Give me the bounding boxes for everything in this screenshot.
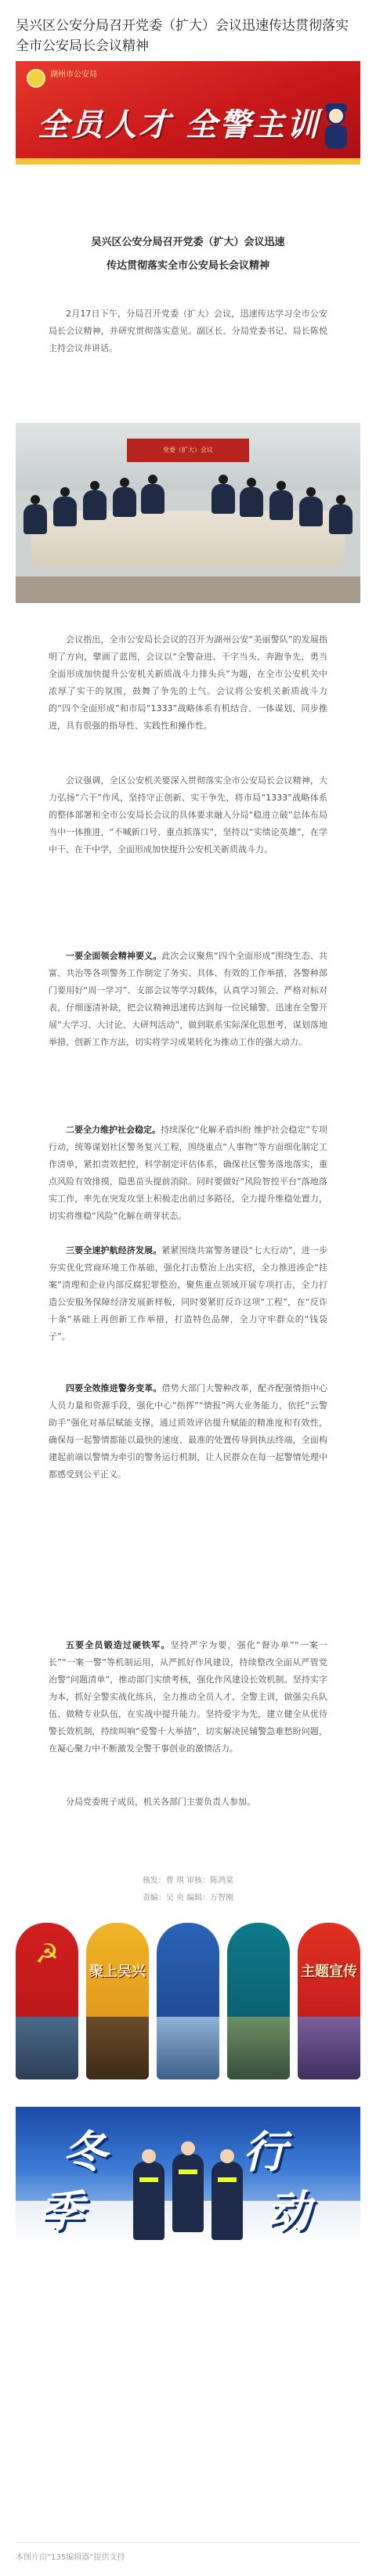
paragraph-6-text: 借势大部门大警种改革，配齐配强情指中心人员力量和资源手段，强化中心“指挥”“情报”两大业务能力，依托“云警助手”强化对基层赋能支撑，通过质效评估提升赋能的精准度和有效性，确保每一起警情都能以最快的速度、最准的处置传导到执法终端，全面构建起前端以警情为牵引的警务运行机制，让人民群众在每一起警情处理中都感受到公平正义。	[49, 1383, 328, 1479]
subtitle-line-2: 传达贯彻落实全市公安局长会议精神	[106, 260, 269, 272]
banner-org-name: 湖州市公安局	[50, 70, 97, 79]
paragraph-5-lead: 三要全速护航经济发展。	[66, 1245, 162, 1255]
card-3-image	[157, 2017, 219, 2079]
body-paragraph-2: 会议强调，全区公安机关要深入贯彻落实全市公安局长会议精神，大力弘扬“六干”作风，坚持守正创新、实干争先，将市局“1333”战略体系的整体部署和全市公安局长会议的具体要求融入分局“稳进立破”总体布局当中一体推进，“不喊新口号、重点抓落实”，坚持以“实绩论英雄”，在学中干、在干中学，全面形成加快提升公安机关新质战斗力。	[49, 775, 327, 854]
paragraph-4-lead: 二要全力维护社会稳定。	[66, 1125, 161, 1135]
poster-char-2: 行	[243, 2127, 287, 2178]
banner-gold-line	[16, 158, 360, 164]
poster-char-3: 季	[39, 2187, 83, 2238]
body-paragraph-5	[49, 1242, 327, 1363]
banner-slogan: 全员人才 全警主训	[38, 107, 320, 143]
intro-paragraph: 2月17日下午，分局召开党委（扩大）会议，迅速传达学习全市公安局长会议精神，并研究贯彻落实意见。副区长、分局党委书记、局长陈悦主持会议并讲话。	[49, 309, 327, 353]
card-road-scene[interactable]	[227, 1923, 290, 2079]
card-party-emblem[interactable]	[16, 1923, 78, 2079]
police-emblem-icon	[27, 69, 45, 88]
card-5-image	[298, 2017, 360, 2079]
footer-attribution: 本图片由“135编辑器”提供支持	[16, 2553, 125, 2562]
poster-char-1: 冬	[63, 2127, 107, 2178]
paragraph-5-text: 紧紧围绕共富警务建设“七大行动”，进一步夯实优化营商环境工作基础，强化打击整治上出实招，全力推进涉企“挂案”清理和企业内部反腐犯罪整治，聚焦重点领域开展专项打击，全力打造公安服务保障经济发展新样板，同时要紧盯反诈这项“工程”，在“反诈十条”基础上再创新工作举措，打造特色品牌，全力守牢群众的“钱袋子”。	[49, 1245, 328, 1342]
poster-officer-1	[133, 2162, 164, 2240]
paragraph-3-text: 此次会议聚焦“四个全面形成”围绕生态、共富、共治等各项警务工作制定了务实、具体、有效的工作举措，各警种部门要用好“周一学习”、支部会议等学习载体，认真学习领会、严格对标对表，仔细逐清补缺，把会议精神迅速传达到每一位民辅警。迅速在全警开展“大学习、大讨论、大研判活动”，做到联系实际深化思想考，谋划落地举措、创新工作方法，切实将学习成果转化为推动工作的强大动力。	[49, 951, 328, 1047]
photo-screen-text: 党委（扩大）会议	[163, 446, 213, 453]
card-1-image	[16, 2017, 78, 2079]
body-paragraph-3	[49, 948, 327, 1103]
photo-floor	[16, 576, 360, 603]
feature-cards	[16, 1923, 360, 2079]
poster-char-4: 动	[266, 2187, 310, 2238]
poster-officer-2	[172, 2154, 204, 2232]
card-5-label: 主题宣传	[301, 1964, 357, 1980]
footer-divider	[16, 2542, 360, 2543]
meeting-photo	[16, 423, 360, 603]
subtitle-line-1: 吴兴区公安分局召开党委（扩大）会议迅速	[91, 237, 285, 248]
header-banner-image	[16, 61, 360, 164]
paragraph-6-lead: 四要全效推进警务变革。	[66, 1383, 162, 1393]
card-focus-wuxing[interactable]	[86, 1923, 149, 2079]
hammer-sickle-icon: ☭	[34, 1938, 60, 1970]
article-title: 吴兴区公安分局召开党委（扩大）会议迅速传达贯彻落实全市公安局长会议精神	[16, 18, 349, 54]
winter-action-poster	[16, 2107, 360, 2245]
card-2-image	[86, 2017, 149, 2079]
body-paragraph-8: 分局党委班子成员，机关各部门主要负责人参加。	[66, 1797, 255, 1807]
body-paragraph-4	[49, 1122, 327, 1225]
credits-line-1: 核发：曹 琪 审核：陈鸿棠	[142, 1877, 234, 1885]
body-paragraph-1: 会议指出，全市公安局长会议的召开为湖州公安“美丽警队”的发展指明了方向，擘画了蓝图，会议以“全警奋进、干字当头、奔跑争先，勇当全面形成加快提升公安机关新质战斗力排头兵”为题，在全市公安机关中浓厚了实干的氛围，鼓舞了争先的士气。会议将公安机关新质战斗力的“四个全面形成”和市局“1333”战略体系有机结合、一体谋划、同步推进，具有很强的指导性、实践性和操作性。	[49, 634, 327, 731]
police-mascot-icon	[323, 107, 349, 149]
paragraph-3-lead: 一要全面领会精神要义。	[66, 951, 162, 961]
body-paragraph-7	[49, 1637, 327, 1775]
photo-red-screen	[127, 439, 249, 462]
card-4-image	[227, 2017, 290, 2079]
card-city-scene[interactable]	[157, 1923, 219, 2079]
credits-line-2: 责编：吴 央 编辑：万智刚	[142, 1894, 234, 1902]
body-paragraph-6	[49, 1380, 327, 1501]
poster-officer-3	[212, 2162, 243, 2240]
article-subtitle	[39, 231, 337, 278]
card-theme-publicity[interactable]	[298, 1923, 360, 2079]
paragraph-7-lead: 五要全员锻造过硬铁军。	[66, 1640, 171, 1650]
paragraph-7-text: 坚持严字为要，强化“督办单”“一案一长”“一案一警”等机制运用，从严抓好作风建设，持续整改全面从严管党治警“问题清单”，推动部门实绩考核，强化作风建设长效机制。坚持实字为本，抓好全警实战化练兵，全力推动全员人才、全警主训，做强尖兵队伍、做精专业队伍，在实战中提升能力。坚持爱字为先，建立健全从优待警长效机制，持续叫响“爱警十大举措”，切实解决民辅警急难愁盼问题，在凝心聚力中不断激发全警干事创业的激情活力。	[49, 1640, 327, 1754]
card-2-label: 聚上吴兴	[89, 1964, 146, 1980]
paragraph-4-text: 持续深化“化解矛盾纠纷 维护社会稳定”专项行动，统筹谋划社区警务复兴工程，围绕重点“人事物”等方面细化制定工作清单，紧扣责效把控，科学制定评估体系，确保社区警务落地落实，重点风险有效排摸，隐患苗头提前消除。同时要做好“风险智控平台”落地落实工作，率先在突发攻坚上积极走出前过多路径，全力提升维稳处置力，切实将维稳“风险”化解在萌芽状态。	[49, 1125, 328, 1221]
